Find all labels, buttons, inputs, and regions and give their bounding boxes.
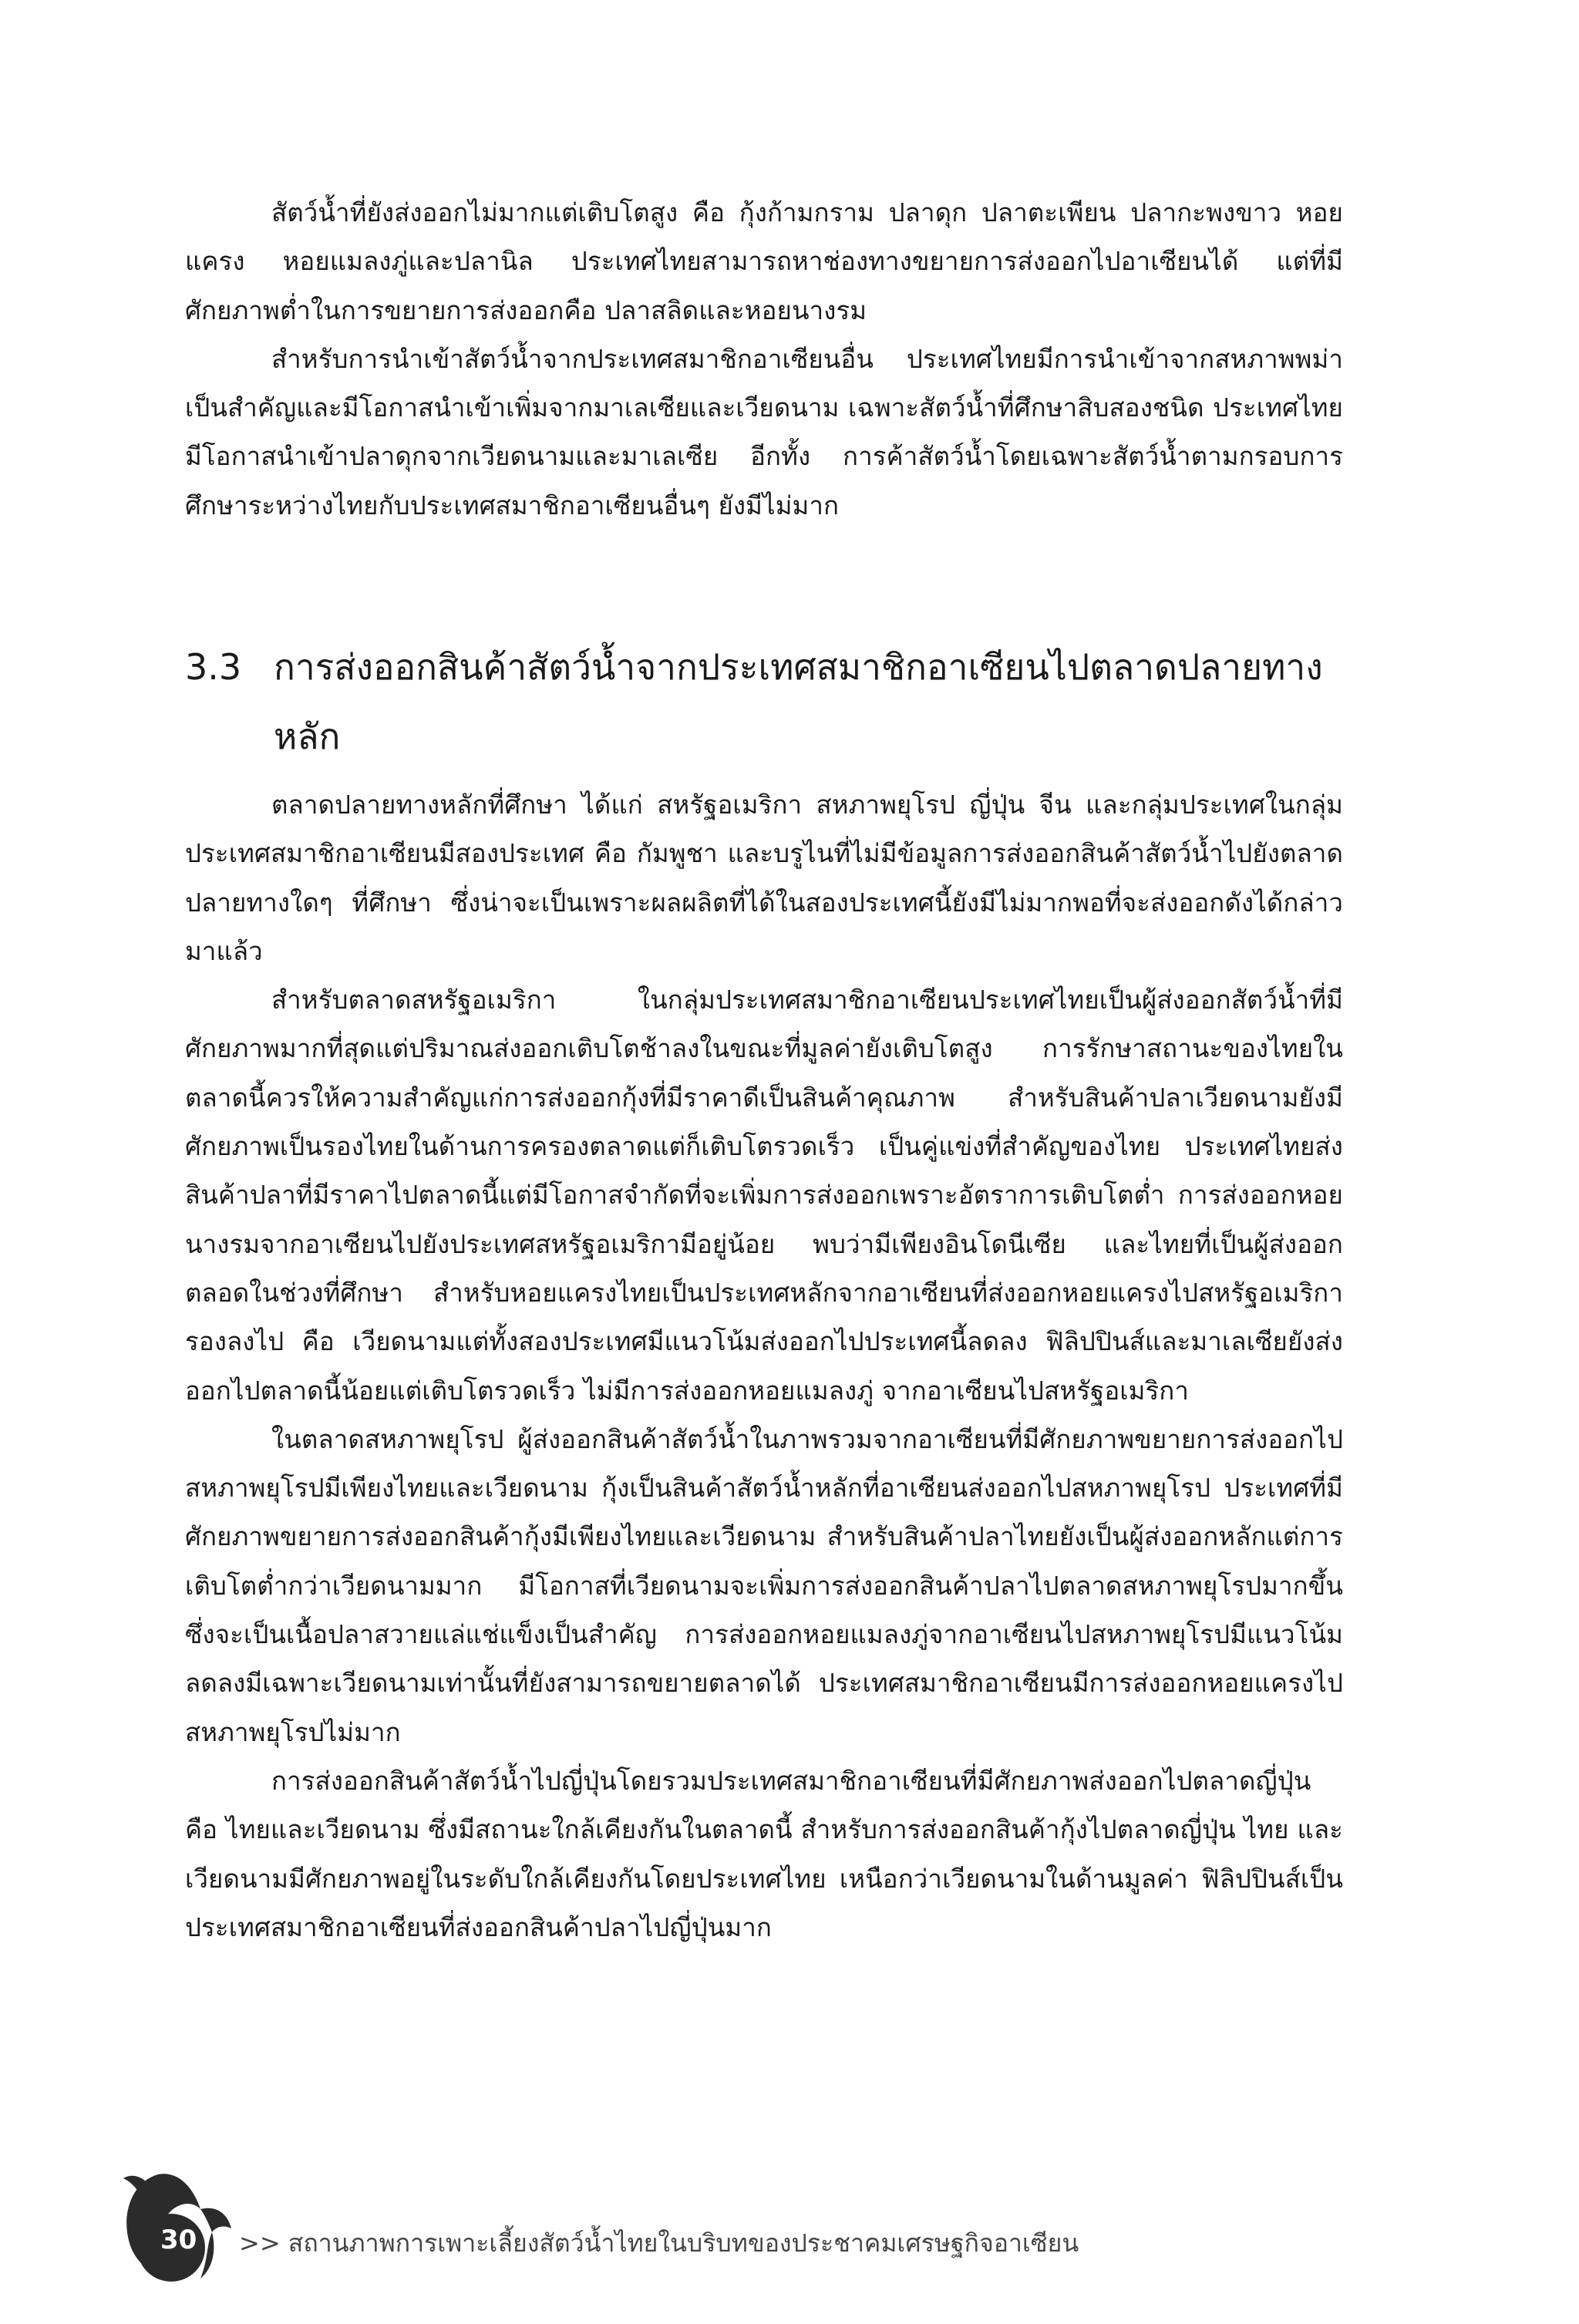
paragraph: สำหรับตลาดสหรัฐอเมริกา ในกลุ่มประเทศสมาชิกอาเซียนประเทศไทยเป็นผู้ส่งออกสัตว์น้ำที่มีศักยภาพมากที่สุดแต่ปริมาณส่งออกเติบโตช้าลงในขณะที่มูลค่ายังเติบโตสูง การรักษาสถานะของไทยในตลาดนี้ควรให้ความสำคัญแก่การส่งออกกุ้งที่มีราคาดีเป็นสินค้าคุณภาพ สำหรับสินค้าปลาเวียดนามยังมีศักยภาพเป็นรองไทยในด้านการครองตลาดแต่ก็เติบโตรวดเร็ว เป็นคู่แข่งที่สำคัญของไทย ประเทศไทยส่งสินค้าปลาที่มีราคาไปตลาดนี้แต่มีโอกาสจำกัดที่จะเพิ่มการส่งออกเพราะอัตราการเติบโตต่ำ การส่งออกหอยนางรมจากอาเซียนไปยังประเทศสหรัฐอเมริกามีอยู่น้อย พบว่ามีเพียงอินโดนีเซีย และไทยที่เป็นผู้ส่งออกตลอดในช่วงที่ศึกษา สำหรับหอยแครงไทยเป็นประเทศหลักจากอาเซียนที่ส่งออกหอยแครงไปสหรัฐอเมริการองลงไป คือ เวียดนามแต่ทั้งสองประเทศมีแนวโน้มส่งออกไปประเทศนี้ลดลง ฟิลิปปินส์และมาเลเซียยังส่งออกไปตลาดนี้น้อยแต่เติบโตรวดเร็ว ไม่มีการส่งออกหอยแมลงภู่ จากอาเซียนไปสหรัฐอเมริกา <box>185 985 1343 1406</box>
top-paragraphs <box>185 188 1343 530</box>
section-heading <box>185 632 1349 771</box>
section-number: 3.3 <box>185 646 242 688</box>
page-number: 30 <box>160 2225 197 2255</box>
paragraph: สัตว์น้ำที่ยังส่งออกไม่มากแต่เติบโตสูง คือ กุ้งก้ามกราม ปลาดุก ปลาตะเพียน ปลากะพงขาว หอยแครง หอยแมลงภู่และปลานิล ประเทศไทยสามารถหาช่องทางขยายการส่งออกไปอาเซียนได้ แต่ที่มีศักยภาพต่ำในการขยายการส่งออกคือ ปลาสลิดและหอยนางรม <box>185 197 1343 325</box>
section-title: การส่งออกสินค้าสัตว์น้ำจากประเทศสมาชิกอาเซียนไปตลาดปลายทางหลัก <box>274 646 1323 757</box>
paragraph: ตลาดปลายทางหลักที่ศึกษา ได้แก่ สหรัฐอเมริกา สหภาพยุโรป ญี่ปุ่น จีน และกลุ่มประเทศในกลุ่มประเทศสมาชิกอาเซียนมีสองประเทศ คือ กัมพูชา และบรูไนที่ไม่มีข้อมูลการส่งออกสินค้าสัตว์น้ำไปยังตลาดปลายทางใดๆ ที่ศึกษา ซึ่งน่าจะเป็นเพราะผลผลิตที่ได้ในสองประเทศนี้ยังมีไม่มากพอที่จะส่งออกดังได้กล่าวมาแล้ว <box>185 790 1343 966</box>
paragraph: สำหรับการนำเข้าสัตว์น้ำจากประเทศสมาชิกอาเซียนอื่น ประเทศไทยมีการนำเข้าจากสหภาพพม่าเป็นสำคัญและมีโอกาสนำเข้าเพิ่มจากมาเลเซียและเวียดนาม เฉพาะสัตว์น้ำที่ศึกษาสิบสองชนิด ประเทศไทยมีโอกาสนำเข้าปลาดุกจากเวียดนามและมาเลเซีย อีกทั้ง การค้าสัตว์น้ำโดยเฉพาะสัตว์น้ำตามกรอบการศึกษาระหว่างไทยกับประเทศสมาชิกอาเซียนอื่นๆ ยังมีไม่มาก <box>185 343 1343 520</box>
running-title: >> สถานภาพการเพาะเลี้ยงสัตว์น้ำไทยในบริบทของประชาคมเศรษฐกิจอาเซียน <box>239 2228 1079 2258</box>
paragraph: ในตลาดสหภาพยุโรป ผู้ส่งออกสินค้าสัตว์น้ำในภาพรวมจากอาเซียนที่มีศักยภาพขยายการส่งออกไปสหภาพยุโรปมีเพียงไทยและเวียดนาม กุ้งเป็นสินค้าสัตว์น้ำหลักที่อาเซียนส่งออกไปสหภาพยุโรป ประเทศที่มีศักยภาพขยายการส่งออกสินค้ากุ้งมีเพียงไทยและเวียดนาม สำหรับสินค้าปลาไทยยังเป็นผู้ส่งออกหลักแต่การเติบโตต่ำกว่าเวียดนามมาก มีโอกาสที่เวียดนามจะเพิ่มการส่งออกสินค้าปลาไปตลาดสหภาพยุโรปมากขึ้นซึ่งจะเป็นเนื้อปลาสวายแล่แช่แข็งเป็นสำคัญ การส่งออกหอยแมลงภู่จากอาเซียนไปสหภาพยุโรปมีแนวโน้มลดลงมีเฉพาะเวียดนามเท่านั้นที่ยังสามารถขยายตลาดได้ ประเทศสมาชิกอาเซียนมีการส่งออกหอยแครงไปสหภาพยุโรปไม่มาก <box>185 1423 1343 1747</box>
paragraph: การส่งออกสินค้าสัตว์น้ำไปญี่ปุ่นโดยรวมประเทศสมาชิกอาเซียนที่มีศักยภาพส่งออกไปตลาดญี่ปุ่น คือ ไทยและเวียดนาม ซึ่งมีสถานะใกล้เคียงกันในตลาดนี้ สำหรับการส่งออกสินค้ากุ้งไปตลาดญี่ปุ่น ไทย และเวียดนามมีศักยภาพอยู่ในระดับใกล้เคียงกันโดยประเทศไทย เหนือกว่าเวียดนามในด้านมูลค่า ฟิลิปปินส์เป็นประเทศสมาชิกอาเซียนที่ส่งออกสินค้าปลาไปญี่ปุ่นมาก <box>185 1765 1343 1942</box>
body-paragraphs <box>185 780 1343 1952</box>
fish-logo-icon <box>116 2151 239 2290</box>
page-footer <box>116 2151 1272 2290</box>
